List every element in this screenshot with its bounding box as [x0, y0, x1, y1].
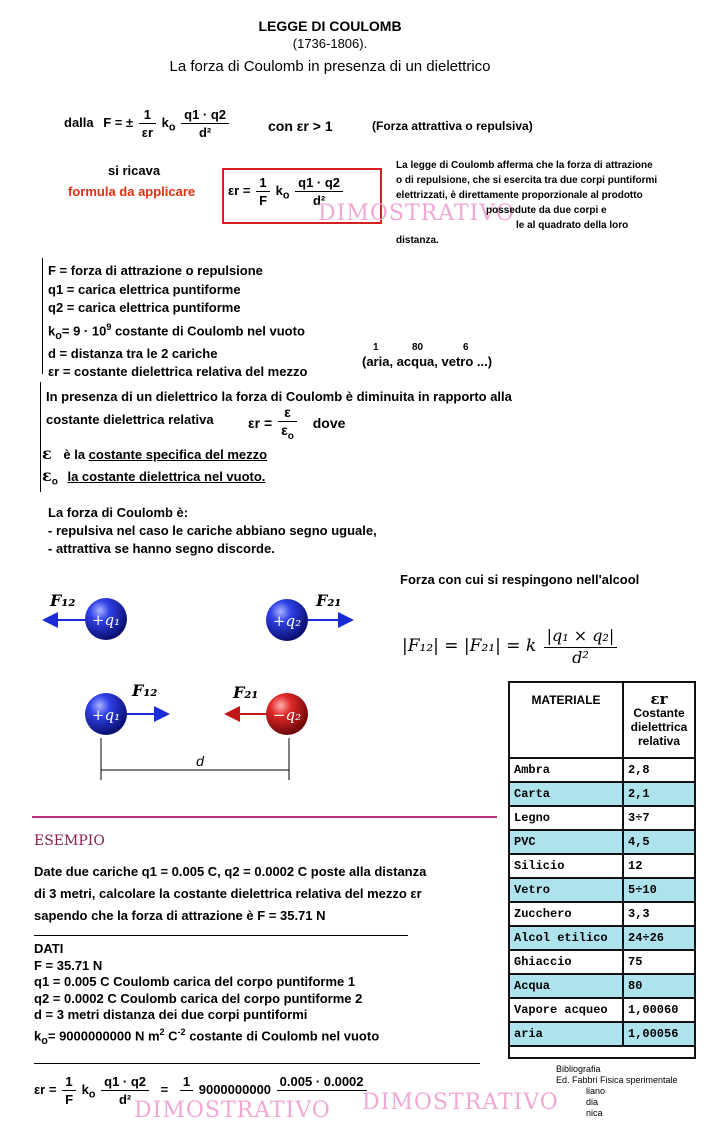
er-value-cell: 5÷10 — [623, 878, 695, 902]
er-condition: con εr > 1 — [268, 118, 333, 134]
table-row — [509, 926, 695, 950]
table-row — [509, 854, 695, 878]
label-q2-bottom: −q₂ — [272, 706, 302, 724]
fraction-q1xq2-over-d2: $\frac{\text{|q₁ × q₂|}}{\text{d²}}$ — [544, 625, 618, 668]
material-cell: Ambra — [509, 758, 623, 782]
force-nature: La forza di Coulomb è: - repulsiva nel caso le cariche abbiano segno uguale, - attrattiva se hanno segno discorde. — [48, 505, 377, 556]
fraction-eps-over-eps0: $\frac{\varepsilon}{\varepsilon_o}$ — [278, 404, 297, 445]
watermark-3: DIMOSTRATIVO — [362, 1090, 559, 1115]
material-cell: Vapore acqueo — [509, 998, 623, 1022]
material-cell: Zucchero — [509, 902, 623, 926]
label-f12-bottom: F₁₂ — [132, 681, 158, 700]
distance-label: d — [196, 753, 204, 769]
fraction-q1q2-over-d2: $\frac{q1 \cdot q2}{\text{d²}}$ — [181, 106, 229, 141]
label-q1-top: +q₁ — [91, 611, 121, 629]
charges-diagram — [0, 580, 380, 780]
table-row — [509, 998, 695, 1022]
symbol-legend: F = forza di attrazione o repulsione q1 = carica elettrica puntiforme q2 = carica elettrica puntiforme $k_o= 9 \cdot 10^9$ costante di Coulomb nel vuoto d = distanza tra le 2 cariche εr = costante dielettrica relativa del mezzo — [48, 263, 308, 380]
k-symbol: k — [161, 114, 169, 130]
table-row — [509, 974, 695, 998]
er-value-cell: 75 — [623, 950, 695, 974]
formula-lhs: F = ± — [103, 114, 134, 130]
example-text: Date due cariche q1 = 0.005 C, q2 = 0.0002 C poste alla distanza di 3 metri, calcolare la costante dielettrica relativa del mezzo εr sapendo che la forza di attrazione è F = 35.71 N — [34, 864, 427, 923]
table-row — [509, 878, 695, 902]
page-years: (1736-1806). — [292, 36, 368, 51]
final-formula: εr = $\frac{1}{F}$ $k_o$ $\frac{q1 \cdot q2}{\text{d²}}$ = 1 9000000000 0.005 · 0.0002 — [34, 1073, 369, 1108]
label-q2-top: +q₂ — [272, 612, 302, 630]
page-title: LEGGE DI COULOMB — [258, 18, 402, 34]
coulomb-formula: dalla F = ± $\frac{1}{\varepsilon r}$ $k_o$ $\frac{q1 \cdot q2}{\text{d²}}$ — [64, 106, 231, 141]
legend-bracket — [42, 258, 43, 374]
er-value-cell: 1,00056 — [623, 1022, 695, 1046]
material-cell: Vetro — [509, 878, 623, 902]
material-cell: Ghiaccio — [509, 950, 623, 974]
label-f12-top: F₁₂ — [50, 591, 76, 610]
alcohol-formula: |F₁₂| = |F₂₁| = k $\frac{\text{|q₁ × q₂|}}{\text{d²}}$ — [402, 625, 619, 668]
material-cell: Silicio — [509, 854, 623, 878]
dielectric-line2: costante dielettrica relativa — [46, 412, 214, 427]
example-heading: ESEMPIO — [34, 833, 105, 849]
er-value-cell: 1,00060 — [623, 998, 695, 1022]
material-cell: PVC — [509, 830, 623, 854]
fraction-one-over-er: $\frac{1}{\varepsilon r}$ — [139, 106, 156, 141]
fraction-q1q2-over-d2-applied: $\frac{q1 \cdot q2}{\text{d²}}$ — [295, 174, 343, 209]
er-value-cell: 2,1 — [623, 782, 695, 806]
formula-to-apply-label: formula da applicare — [68, 184, 196, 199]
table-row — [509, 1022, 695, 1046]
formula-prefix: dalla — [64, 114, 94, 130]
er-value-cell: 4,5 — [623, 830, 695, 854]
column-header-material: MATERIALE — [509, 682, 623, 758]
table-row — [509, 830, 695, 854]
watermark-2: DIMOSTRATIVO — [134, 1098, 331, 1123]
value-aria: 1 — [373, 342, 379, 353]
material-cell: Acqua — [509, 974, 623, 998]
er-ratio-formula: εr = $\frac{\varepsilon}{\varepsilon_o}$ dove — [248, 404, 345, 445]
dielectric-bracket — [40, 382, 41, 492]
er-value-cell: 2,8 — [623, 758, 695, 782]
force-type-note: (Forza attrattiva o repulsiva) — [372, 119, 533, 133]
watermark-1: DIMOSTRATIVO — [318, 201, 515, 226]
er-value-cell: 3,3 — [623, 902, 695, 926]
fraction-one-over-f: $\frac{1}{F}$ — [256, 174, 270, 209]
dati-rule — [34, 1063, 480, 1064]
er-value-cell: 80 — [623, 974, 695, 998]
table-row — [509, 758, 695, 782]
column-header-er: εr Costante dielettrica relativa — [623, 682, 695, 758]
er-value-cell: 12 — [623, 854, 695, 878]
dati-section: DATI F = 35.71 N q1 = 0.005 C Coulomb carica del corpo puntiforme 1 q2 = 0.0002 C Coulomb carica del corpo puntiforme 2 d = 3 metri distanza dei due corpi puntiformi $k_o= 9000000000$ N $m^2$ $C^{-2}$ costante di Coulomb nel vuoto — [34, 941, 380, 1047]
eps-definition: ε è la costante specifica del mezzo — [42, 444, 268, 463]
example-rule — [34, 935, 408, 936]
er-value-cell: 3÷7 — [623, 806, 695, 830]
material-cell: Alcol etilico — [509, 926, 623, 950]
eps0-definition: $\varepsilon_o$ la costante dielettrica nel vuoto. — [42, 466, 266, 488]
section-divider — [32, 816, 497, 818]
material-cell: aria — [509, 1022, 623, 1046]
table-row — [509, 902, 695, 926]
alcohol-title: Forza con cui si respingono nell'alcool — [400, 572, 640, 587]
table-row — [509, 782, 695, 806]
bibliography: Bibliografia Ed. Fabbri Fisica sperimentale liano dia nica — [556, 1064, 678, 1118]
dielectric-line1: In presenza di un dielettrico la forza di Coulomb è diminuita in rapporto alla — [46, 389, 512, 404]
value-acqua: 80 — [412, 342, 424, 353]
er-value-cell: 24÷26 — [623, 926, 695, 950]
material-examples: (aria, acqua, vetro ...) — [362, 354, 493, 369]
table-row — [509, 950, 695, 974]
si-ricava-label: si ricava — [108, 163, 161, 178]
label-q1-bottom: +q₁ — [91, 706, 121, 724]
label-f21-bottom: F₂₁ — [233, 683, 259, 702]
applied-formula: εr = $\frac{1}{F}$ $k_o$ $\frac{q1 \cdot q2}{\text{d²}}$ — [228, 174, 345, 209]
label-f21-top: F₂₁ — [316, 591, 342, 610]
table-row — [509, 806, 695, 830]
material-cell: Legno — [509, 806, 623, 830]
page-subtitle: La forza di Coulomb in presenza di un dielettrico — [169, 58, 491, 75]
coulomb-description: La legge di Coulomb afferma che la forza di attrazione o di repulsione, che si esercita tra due corpi puntiformi elettrizzati, è direttamente proporzionale al prodotto possedute da due corpi e le al quadrato della loro distanza. — [396, 160, 658, 246]
value-vetro: 6 — [463, 342, 469, 353]
material-cell: Carta — [509, 782, 623, 806]
dielectric-constants-table — [508, 681, 696, 1047]
